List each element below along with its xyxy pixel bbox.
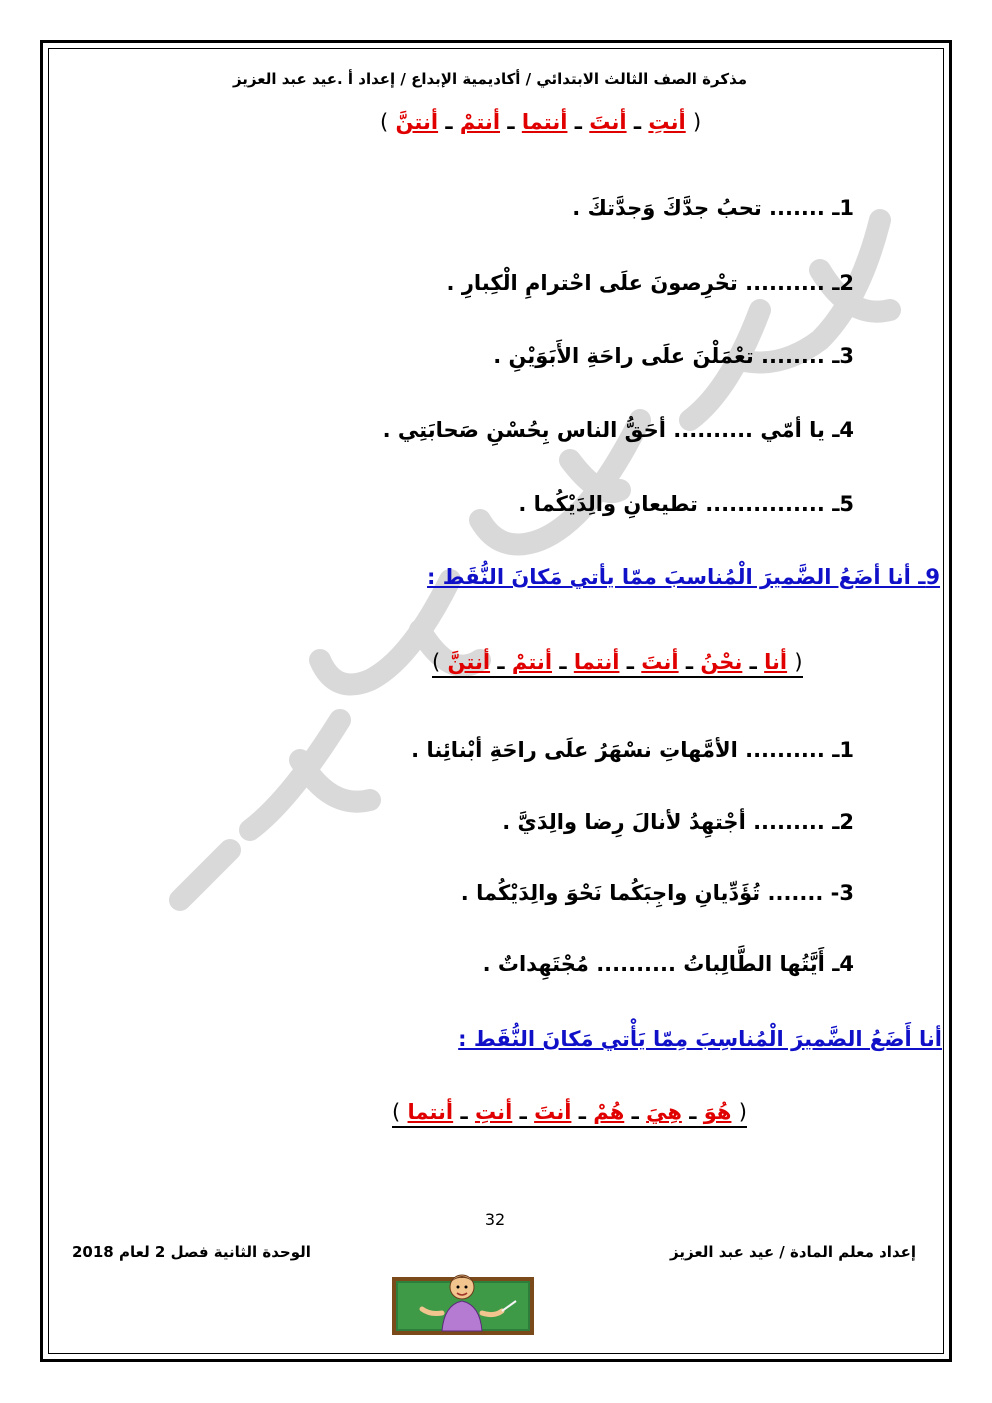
- bank-word: أنتما: [521, 110, 568, 134]
- bank-open-paren: (: [693, 110, 702, 134]
- sentence-2: [447, 271, 854, 295]
- sentence-1: [572, 196, 854, 220]
- bank-word: أنتما: [573, 650, 620, 674]
- sentence-5: [518, 492, 854, 516]
- bank-word: أنتَ: [534, 1100, 572, 1124]
- sentence-number: 1ـ: [832, 738, 854, 762]
- page-number: 32: [484, 1210, 506, 1229]
- sentence-text: ....... تحبُ جدَّكَ وَجدَّتكَ .: [572, 196, 833, 220]
- bank-separator: ـ: [574, 110, 582, 134]
- sentence-number: 2ـ: [832, 271, 854, 295]
- bank-word: هُمْ: [593, 1100, 625, 1124]
- sentence-text: .......... تحْرِصونَ علَى احْترامِ الْكِبارِ .: [446, 271, 833, 295]
- bank-word: أنتَ: [641, 650, 679, 674]
- bank-word: أنتِ: [648, 110, 686, 134]
- bank-word: أنتمْ: [511, 650, 553, 674]
- sentence-text: .......... الأمَّهاتِ نسْهَرُ علَى راحَةِ أبْنائِنا .: [411, 738, 833, 762]
- sentence-text: ......... أجْتهِدُ لأنالَ رِضا والِدَيَّ .: [502, 810, 833, 834]
- sentence-number: 3-: [830, 881, 854, 905]
- bank-word: أنتِ: [474, 1100, 513, 1124]
- bank-separator: ـ: [689, 1100, 697, 1124]
- bank-close-paren: ): [392, 1100, 401, 1124]
- sentence-text: ............... تطيعانِ والِدَيْكُما .: [518, 492, 833, 516]
- sentence-number: 3ـ: [832, 344, 854, 368]
- sentence-3: [493, 344, 854, 368]
- bank-separator: ـ: [626, 650, 634, 674]
- bank-word: نحْنُ: [700, 650, 743, 674]
- bank-close-paren: ): [432, 650, 441, 674]
- sentence-number: 1ـ: [832, 196, 854, 220]
- bank-separator: ـ: [631, 1100, 639, 1124]
- sentence-2-1: [411, 738, 854, 762]
- bank-separator: ـ: [519, 1100, 527, 1124]
- sentence-number: 5ـ: [832, 492, 854, 516]
- word-bank-2: [432, 650, 803, 678]
- bank-word: هُوَ: [703, 1100, 732, 1124]
- bank-word: أنتمْ: [459, 110, 501, 134]
- bank-separator: ـ: [460, 1100, 468, 1124]
- sentence-2-3: [461, 881, 854, 905]
- sentence-number: 2ـ: [832, 810, 854, 834]
- bank-word: أنتنَّ: [447, 650, 491, 674]
- word-bank-1: [380, 110, 701, 134]
- instruction-1: 9ـ أنا أضَعُ الضَّميرَ الْمُناسبَ ممّا يأتي مَكانَ النُّقَط :: [427, 565, 940, 589]
- sentence-text: أَيَّتُها الطَّالِباتُ .......... مُجْتَهِداتٌ .: [482, 952, 833, 976]
- bank-separator: ـ: [633, 110, 642, 134]
- sentence-2-4: [483, 952, 854, 976]
- sentence-number: 4ـ: [832, 418, 854, 442]
- bank-separator: ـ: [685, 650, 694, 674]
- sentence-2-2: [502, 810, 854, 834]
- bank-open-paren: (: [738, 1100, 747, 1124]
- bank-separator: ـ: [559, 650, 567, 674]
- instruction-2: أنا أَضَعُ الضَّميرَ الْمُناسِبَ مِمّا يَأْتي مَكانَ النُّقَط :: [458, 1027, 942, 1051]
- bank-close-paren: ): [380, 110, 389, 134]
- bank-word: أنتنَّ: [395, 110, 439, 134]
- footer-teacher: إعداد معلم المادة / عيد عبد العزيز: [670, 1243, 916, 1261]
- bank-word: أنتما: [407, 1100, 454, 1124]
- bank-separator: ـ: [497, 650, 505, 674]
- bank-separator: ـ: [749, 650, 757, 674]
- bank-separator: ـ: [445, 110, 453, 134]
- sentence-text: يا أمّي .......... أحَقُّ الناس بِحُسْنِ صَحابَتِي .: [382, 418, 833, 442]
- word-bank-3: [392, 1100, 747, 1128]
- bank-word: أنا: [764, 650, 788, 674]
- document-header: [140, 70, 840, 88]
- bank-word: هِيَ: [646, 1100, 682, 1124]
- bank-word: أنتَ: [589, 110, 627, 134]
- page-border-inner: [48, 48, 944, 1354]
- bank-open-paren: (: [794, 650, 803, 674]
- sentence-text: ....... تُؤَدِّيانِ واجِبَكُما نَحْوَ والِدَيْكُما .: [460, 881, 831, 905]
- bank-separator: ـ: [507, 110, 515, 134]
- footer-unit: الوحدة الثانية فصل 2 لعام 2018: [72, 1243, 311, 1261]
- sentence-number: 4ـ: [832, 952, 854, 976]
- teacher-clipart: [392, 1265, 534, 1335]
- sentence-4: [383, 418, 854, 442]
- header-text: مذكرة الصف الثالث الابتدائي / أكاديمية الإبداع / إعداد أ .عيد عبد العزيز: [232, 70, 748, 88]
- sentence-text: ........ تعْمَلْنَ علَى راحَةِ الأَبَوَيْنِ .: [493, 344, 833, 368]
- bank-separator: ـ: [578, 1100, 586, 1124]
